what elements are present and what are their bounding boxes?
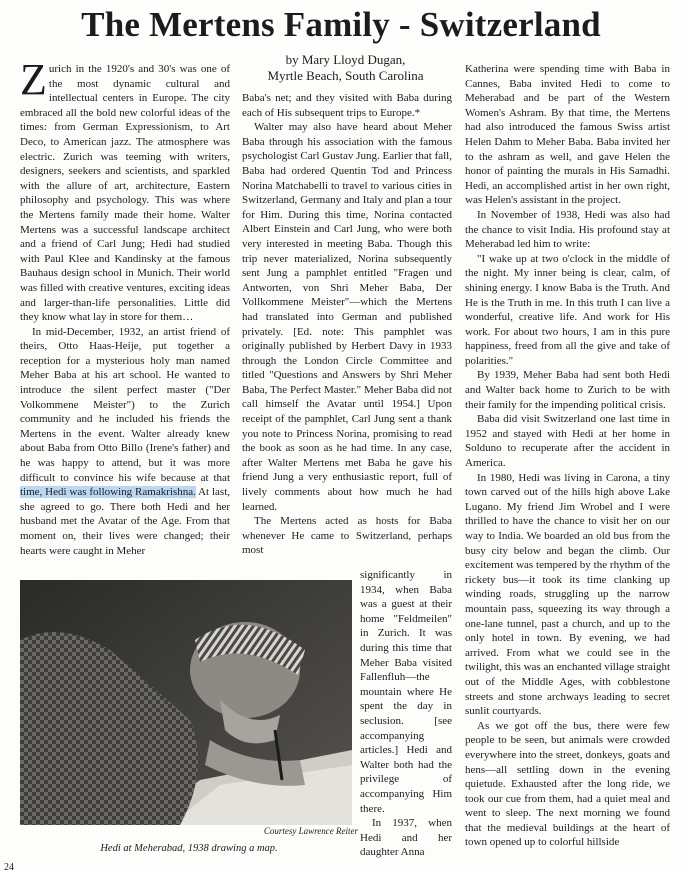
photo-illustration <box>20 580 352 825</box>
col1-paragraph-2: In mid-December, 1932, an artist friend of theirs, Otto Haas-Heije, put together a reception for a mysterious holy man named Meher Baba at his art school. He wanted to introduce the silent perfect master ("Der Volkommene Meister") to the Zurich community and he included his friends the Mertens in the event. Walter already knew about Baba from Otto Billo (Irene's father) and he was happy to attend, but it was more difficult to convince his wife because at that time, Hedi was following Ramakrishna. At last, she agreed to go. There both Hedi and her husband met the Avatar of the Age. From that moment on, their lives were changed; their hearts were caught in Meher <box>20 325 231 557</box>
byline-author: by Mary Lloyd Dugan, <box>285 52 406 67</box>
col3-paragraph-2: In November of 1938, Hedi was also had the chance to visit India. His profound stay at Meherabad led him to write: <box>465 208 670 251</box>
photo-caption: Hedi at Meherabad, 1938 drawing a map. <box>100 843 278 854</box>
column-3 <box>465 62 670 850</box>
page-number: 24 <box>4 862 14 873</box>
col2-paragraph-3: The Mertens acted as hosts for Baba whenever He came to Switzerland, perhaps most <box>242 515 452 557</box>
col2-paragraph-1: Baba's net; and they visited with Baba during each of His subsequent trips to Europe.* <box>242 92 452 119</box>
byline-location: Myrtle Beach, South Carolina <box>267 68 424 83</box>
article-title: The Mertens Family - Switzerland <box>81 5 601 44</box>
col3-paragraph-5: Baba did visit Switzerland one last time in 1952 and stayed with Hedi at her home in Solduno to recuperate after the accident in America. <box>465 413 670 470</box>
col3-paragraph-1: Katherina were spending time with Baba in Cannes, Baba invited Hedi to come to Meherabad and be part of the Western Women's Ashram. By that time, the Mertens had also introduced the famous Swiss artist Helen Dahm to Meher Baba. Baba invited her to the ashram as well, and gave Helen the honor of painting the murals in His Samadhi. Hedi, an accomplished artist in her own right, was Helen's assistant in the project. <box>465 63 670 207</box>
col2b-paragraph-2: In 1937, when Hedi and her daughter Anna <box>360 817 452 859</box>
byline <box>238 52 453 84</box>
col2b-paragraph-1: significantly in 1934, when Baba was a guest at their home "Feldmeilen" in Zurich. It was during this time that Meher Baba visited Fallenfluh—the mountain where He spent the day in seclusion. [see accompanying articles.] Hedi and Walter both had the privilege of accompanying Him there. <box>360 569 452 815</box>
col3-paragraph-3: "I wake up at two o'clock in the middle of the night. My inner being is clear, calm, of shining energy. I know Baba is the Truth. And He is the Truth in me. In this truth I can live a wonderful, creative life. And work for His work. For about two hours, I am in this pure happiness, freed from all the give and take of polarities." <box>465 252 670 367</box>
col1-paragraph-1: Zurich in the 1920's and 30's was one of the most dynamic cultural and intellectual centers in Europe. The city embraced all the bold new colorful ideas of the times: from German Expressionism, to Art Deco, to American jazz. The atmosphere was electric. Zurich was teeming with writers, designers, seekers and scientists, and sparkled with the allure of art, architecture, Eastern philosophy and psychology. This was where the Mertens family made their home. Walter Mertens was a successful landscape architect and a friend of Carl Jung; Hedi had studied with Paul Klee and Kandinsky at the famous Bauhaus design school in Munich. Their world was filled with creative ventures, exciting ideas and larger-than-life personalities. Little did they know what lay in store for them… <box>20 55 230 324</box>
column-2-continued <box>360 568 452 860</box>
drop-cap: Z <box>20 55 47 104</box>
col3-paragraph-6: In 1980, Hedi was living in Carona, a tiny town carved out of the hills high above Lake Lugano. My friend Jim Wrobel and I were thrilled to have the chance to visit her on our way to India. We boarded an old bus from the busy city below and began the climb. Our excitement was tempered by the rhythm of the rickety bus—it took its time clanking up winding roads, struggling up the narrow mountain pass, squeezing its way through a one-lane tunnel, past a church, and up to the only hotel in town. By evening, we had arrived. From what we could see in the twilight, this was an enchanted village straight out of the Middle Ages, with cobblestone streets and stone archways leading to secret sunlit courtyards. <box>465 471 670 718</box>
col3-paragraph-4: By 1939, Meher Baba had sent both Hedi and Walter back home to Zurich to be with their family for the impending political crisis. <box>465 369 670 411</box>
photo-hedi-drawing <box>20 580 352 825</box>
highlighted-text[interactable]: time, Hedi was following Ramakrishna. <box>20 486 196 499</box>
photo-credit: Courtesy Lawrence Reiter <box>263 826 358 836</box>
column-1 <box>20 55 231 558</box>
column-2 <box>242 91 452 558</box>
col3-paragraph-7: As we got off the bus, there were few people to be seen, but animals were crowded everywhere into the street, donkeys, goats and hens—all settling down in the evening quietude. Exhausted after the long ride, we took our cue from them, had a quiet meal and went to sleep. The next morning we found that the medieval buildings at the heart of town opened up to colorful hillside <box>465 719 670 849</box>
col2-paragraph-2: Walter may also have heard about Meher Baba through his association with the famous psychologist Carl Gustav Jung. Earlier that fall, Baba had ordered Quentin Tod and Princess Norina Matchabelli to travel to various cities in Switzerland, Germany and Italy and plan a tour for Him. During this time, Norina contacted Albert Einstein and Carl Jung, who were both very interested in meeting Baba. Though this trip never materialized, Norina subsequently sent Jung a pamphlet entitled "Fragen und Antworten, von Shri Meher Baba, Der Vollkommene Meister"—which the Mertens had translated into German and published privately. [Ed. note: This pamphlet was originally published by Herbert Davy in 1933 through the London Circle Committee and titled "Questions and Answers by Shri Meher Baba, The Perfect Master." Meher Baba did not call himself the Avatar until 1954.] Upon receipt of the pamphlet, Carl Jung sent a thank you note to Princess Norina, promising to read the book as soon as he had time. In any case, after Walter Mertens met Baba he gave his friend Jung a very enthusiastic report, full of lively comments about how much he had learned. <box>242 121 452 513</box>
